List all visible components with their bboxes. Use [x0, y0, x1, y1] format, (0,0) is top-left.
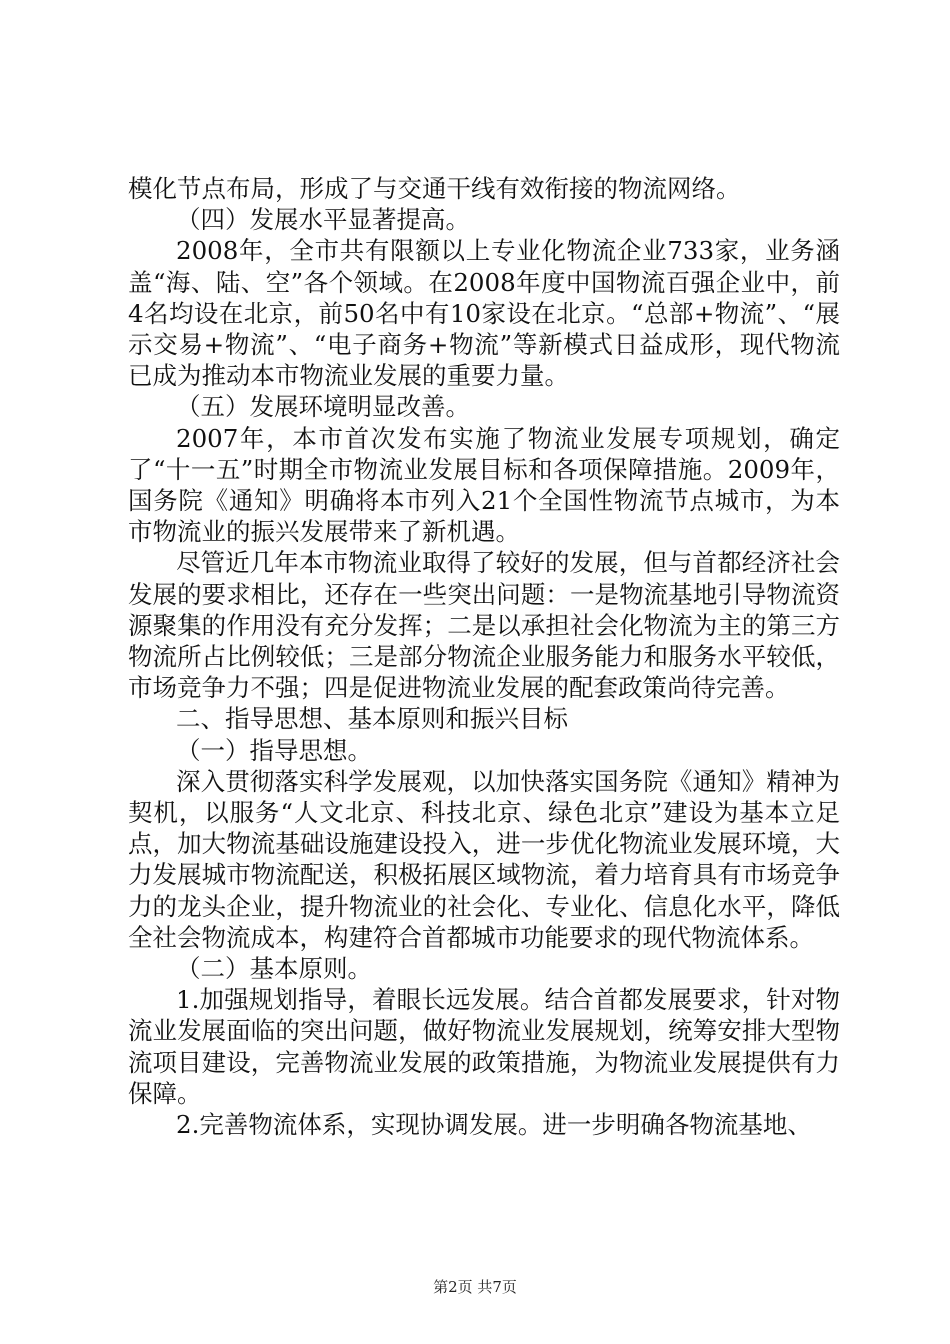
page-footer: 第2页 共7页 [433, 1278, 517, 1296]
section-heading: （一）指导思想。 [176, 735, 372, 765]
paragraph: 尽管近几年本市物流业取得了较好的发展，但与首都经济社会发展的要求相比，还存在一些突出问题：一是物流基地引导物流资源聚集的作用没有充分发挥；二是以承担社会化物流为主的第三方物流所占比例较低；三是部分物流企业服务能力和服务水平较低，市场竞争力不强；四是促进物流业发展的配套政策尚待完善。 [128, 548, 840, 703]
paragraph: 2008年，全市共有限额以上专业化物流企业733家，业务涵盖“海、陆、空”各个领域。在2008年度中国物流百强企业中，前4名均设在北京，前50名中有10家设在北京。“总部+物流”、“展示交易+物流”、“电子商务+物流”等新模式日益成形，现代物流已成为推动本市物流业发展的重要力量。 [128, 236, 840, 391]
document-body [128, 173, 840, 1140]
list-item: 1.加强规划指导，着眼长远发展。结合首都发展要求，针对物流业发展面临的突出问题，做好物流业发展规划，统筹安排大型物流项目建设，完善物流业发展的政策措施，为物流业发展提供有力保障。 [128, 985, 840, 1108]
section-heading: （二）基本原则。 [176, 954, 372, 984]
section-heading: （五）发展环境明显改善。 [176, 392, 470, 422]
list-item: 2.完善物流体系，实现协调发展。进一步明确各物流基地、 [176, 1110, 812, 1140]
paragraph: 2007年，本市首次发布实施了物流业发展专项规划，确定了“十一五”时期全市物流业发展目标和各项保障措施。2009年，国务院《通知》明确将本市列入21个全国性物流节点城市，为本市物流业的振兴发展带来了新机遇。 [128, 423, 840, 547]
paragraph: 深入贯彻落实科学发展观，以加快落实国务院《通知》精神为契机，以服务“人文北京、科技北京、绿色北京”建设为基本立足点，加大物流基础设施建设投入，进一步优化物流业发展环境，大力发展城市物流配送，积极拓展区域物流，着力培育具有市场竞争力的龙头企业，提升物流业的社会化、专业化、信息化水平，降低全社会物流成本，构建符合首都城市功能要求的现代物流体系。 [128, 766, 840, 952]
chapter-heading: 二、指导思想、基本原则和振兴目标 [176, 704, 568, 734]
section-heading: （四）发展水平显著提高。 [176, 205, 470, 235]
paragraph: 模化节点布局，形成了与交通干线有效衔接的物流网络。 [128, 174, 741, 203]
